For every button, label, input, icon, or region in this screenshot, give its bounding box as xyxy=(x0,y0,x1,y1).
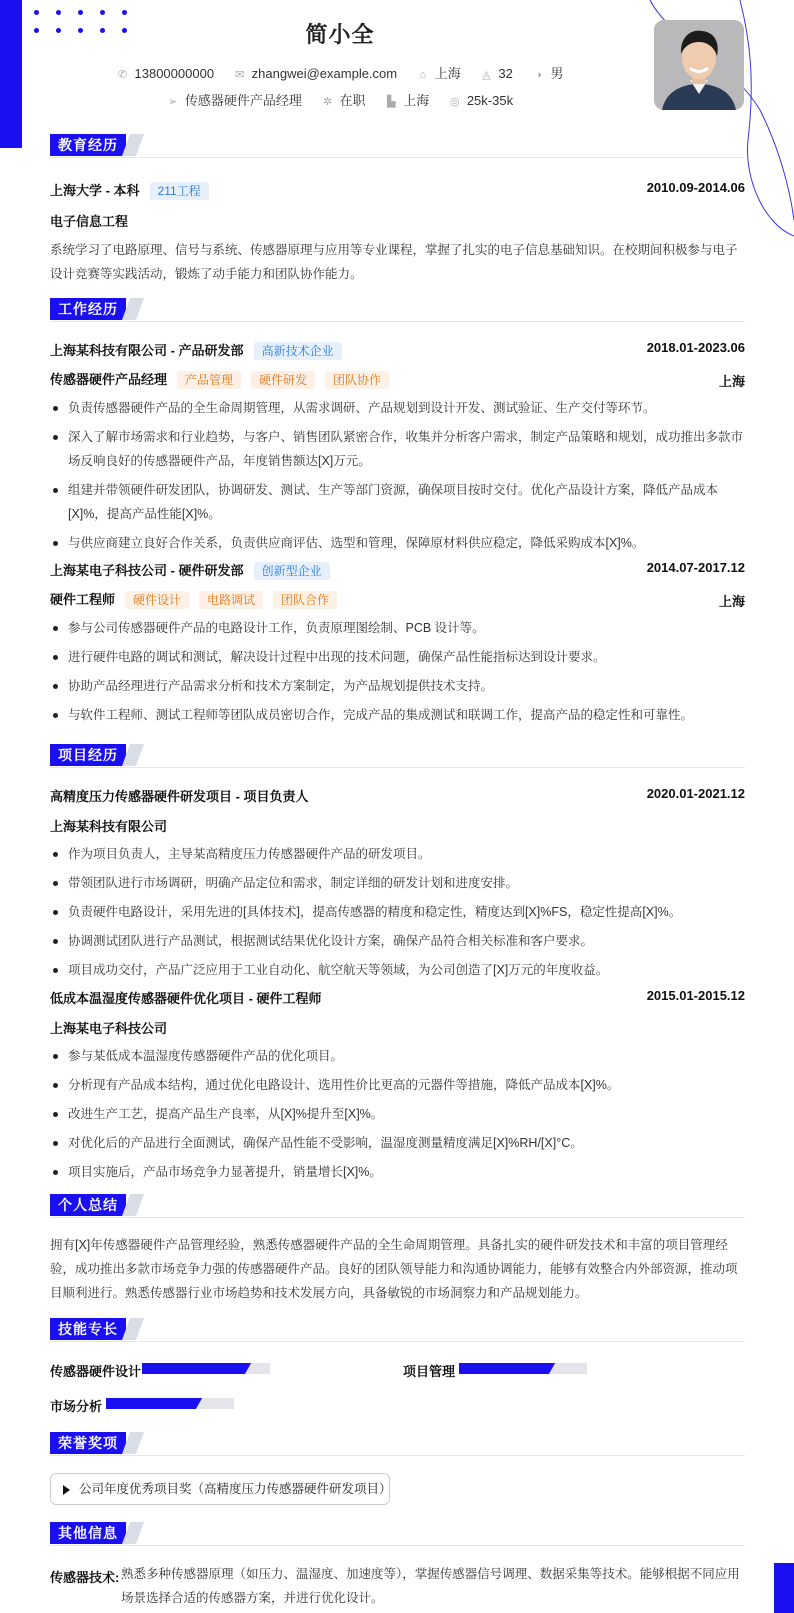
work-bullets xyxy=(50,616,745,732)
list-item: 协助产品经理进行产品需求分析和技术方案制定，为产品规划提供技术支持。 xyxy=(50,674,745,698)
project-title: 低成本温湿度传感器硬件优化项目 - 硬件工程师 xyxy=(50,991,322,1006)
list-item: 参与公司传感器硬件产品的电路设计工作，负责原理图绘制、PCB 设计等。 xyxy=(50,616,745,640)
section-title: 其他信息 xyxy=(50,1522,126,1544)
skill-tag: 产品管理 xyxy=(177,371,241,389)
divider xyxy=(50,1455,745,1456)
candidate-name: 简小全 xyxy=(305,22,375,47)
section-awards xyxy=(50,1432,745,1454)
home-icon: ⌂ xyxy=(419,69,427,81)
other-label: 传感器技术: xyxy=(50,1570,120,1585)
education-school: 上海大学 - 本科 211工程 xyxy=(50,180,209,200)
education-period: 2010.09-2014.06 xyxy=(646,180,745,195)
list-item: 进行硬件电路的调试和测试，解决设计过程中出现的技术问题，确保产品性能指标达到设计要求。 xyxy=(50,645,745,669)
list-item: 组建并带领硬件研发团队，协调研发、测试、生产等部门资源，确保项目按时交付。优化产品设计方案，降低产品成本[X]%，提高产品性能[X]%。 xyxy=(50,478,745,526)
skill-level-bar xyxy=(459,1363,587,1374)
divider xyxy=(50,321,745,322)
intent-salary: ◎ 25k-35k xyxy=(450,93,514,108)
skill-level-fill xyxy=(142,1363,242,1374)
section-title: 工作经历 xyxy=(50,298,126,320)
contact-email: ✉ zhangwei@example.com xyxy=(235,66,398,81)
skill-tag: 团队合作 xyxy=(273,591,337,609)
list-item: 协调测试团队进行产品测试，根据测试结果优化设计方案，确保产品符合相关标准和客户要求。 xyxy=(50,929,745,953)
project-company: 上海某电子科技公司 xyxy=(50,1021,168,1036)
list-item: 项目实施后，产品市场竞争力显著提升，销量增长[X]%。 xyxy=(50,1160,745,1184)
list-item: 负责传感器硬件产品的全生命周期管理，从需求调研、产品规划到设计开发、测试验证、生产交付等环节。 xyxy=(50,396,745,420)
skill-tag: 硬件设计 xyxy=(125,591,189,609)
work-city: 上海 xyxy=(718,374,745,389)
skill-tag: 电路调试 xyxy=(199,591,263,609)
list-item: 改进生产工艺，提高产品生产良率，从[X]%提升至[X]%。 xyxy=(50,1102,745,1126)
section-skills xyxy=(50,1318,745,1340)
summary-text: 拥有[X]年传感器硬件产品管理经验，熟悉传感器硬件产品的全生命周期管理。具备扎实的硬件研发技术和丰富的项目管理经验，成功推出多款市场竞争力强的传感器硬件产品。良好的团队领导能力和沟通协调能力，能够有效整合内外部资源，推动项目顺利进行。熟悉传感器行业市场趋势和技术发展方向，具备敏锐的市场洞察力和产品规划能力。 xyxy=(50,1238,738,1300)
other-text: 熟悉多种传感器原理（如压力、温湿度、加速度等），掌握传感器信号调理、数据采集等技术。能够根据不同应用场景选择合适的传感器方案，并进行优化设计。 xyxy=(121,1567,740,1605)
contact-info xyxy=(0,63,680,82)
skill-level-bar xyxy=(142,1363,270,1374)
phone-icon: ✆ xyxy=(117,69,128,81)
section-work xyxy=(50,298,745,320)
status-icon: ✲ xyxy=(322,96,333,108)
skill-level-fill xyxy=(106,1398,193,1409)
job-intent xyxy=(0,90,680,109)
section-title: 技能专长 xyxy=(50,1318,126,1340)
skill-tag: 硬件研发 xyxy=(251,371,315,389)
work-company: 上海某科技有限公司 - 产品研发部 高新技术企业 xyxy=(50,340,342,360)
intent-position: ➢ 传感器硬件产品经理 xyxy=(168,93,302,108)
list-item: 与供应商建立良好合作关系，负责供应商评估、选型和管理，保障原材料供应稳定，降低采购成本[X]%。 xyxy=(50,531,745,555)
intent-city: ▙ 上海 xyxy=(386,93,430,108)
section-title: 教育经历 xyxy=(50,134,126,156)
project-bullets xyxy=(50,842,745,987)
work-period: 2018.01-2023.06 xyxy=(646,340,745,355)
list-item: 带领团队进行市场调研，明确产品定位和需求，制定详细的研发计划和进度安排。 xyxy=(50,871,745,895)
work-company: 上海某电子科技公司 - 硬件研发部 创新型企业 xyxy=(50,560,330,580)
list-item: 深入了解市场需求和行业趋势，与客户、销售团队紧密合作，收集并分析客户需求，制定产品策略和规划，成功推出多款市场反响良好的传感器硬件产品，年度销售额达[X]万元。 xyxy=(50,425,745,473)
list-item: 参与某低成本温湿度传感器硬件产品的优化项目。 xyxy=(50,1044,745,1068)
project-title: 高精度压力传感器硬件研发项目 - 项目负责人 xyxy=(50,789,309,804)
section-title: 个人总结 xyxy=(50,1194,126,1216)
skill-name: 传感器硬件设计 xyxy=(50,1364,142,1379)
list-item: 负责硬件电路设计，采用先进的[具体技术]，提高传感器的精度和稳定性，精度达到[X]%FS，稳定性提高[X]%。 xyxy=(50,900,745,924)
divider xyxy=(50,767,745,768)
list-item: 对优化后的产品进行全面测试，确保产品性能不受影响，温湿度测量精度满足[X]%RH/[X]°C。 xyxy=(50,1131,745,1155)
intent-status: ✲ 在职 xyxy=(322,93,366,108)
gender-icon: ◑ xyxy=(535,69,542,81)
school-tag: 211工程 xyxy=(150,182,209,200)
list-item: 项目成功交付，产品广泛应用于工业自动化、航空航天等领域，为公司创造了[X]万元的年度收益。 xyxy=(50,958,745,982)
section-title: 荣誉奖项 xyxy=(50,1432,126,1454)
skill-tag: 团队协作 xyxy=(325,371,389,389)
divider xyxy=(50,1341,745,1342)
project-period: 2015.01-2015.12 xyxy=(646,988,745,1003)
salary-icon: ◎ xyxy=(450,96,460,108)
age-icon: ◬ xyxy=(482,69,491,81)
list-item: 与软件工程师、测试工程师等团队成员密切合作，完成产品的集成测试和联调工作，提高产品的稳定性和可靠性。 xyxy=(50,703,745,727)
contact-age: ◬ 32 xyxy=(482,66,513,81)
mail-icon: ✉ xyxy=(235,69,245,81)
skill-level-fill xyxy=(459,1363,546,1374)
project-period: 2020.01-2021.12 xyxy=(646,786,745,801)
contact-phone: ✆ 13800000000 xyxy=(117,66,215,81)
award-item[interactable]: 公司年度优秀项目奖（高精度压力传感器硬件研发项目） xyxy=(50,1473,390,1505)
company-tag: 创新型企业 xyxy=(254,562,330,580)
section-education xyxy=(50,134,745,156)
section-other xyxy=(50,1522,745,1544)
work-role: 硬件工程师 硬件设计 电路调试 团队合作 xyxy=(50,589,337,609)
send-icon: ➢ xyxy=(168,96,178,108)
project-company: 上海某科技有限公司 xyxy=(50,819,168,834)
work-city: 上海 xyxy=(718,594,745,609)
skill-name: 项目管理 xyxy=(403,1364,456,1379)
divider xyxy=(50,157,745,158)
list-item: 作为项目负责人，主导某高精度压力传感器硬件产品的研发项目。 xyxy=(50,842,745,866)
skill-level-bar xyxy=(106,1398,234,1409)
divider xyxy=(50,1545,745,1546)
triangle-right-icon xyxy=(63,1485,70,1495)
section-projects xyxy=(50,744,745,766)
work-bullets xyxy=(50,396,745,560)
profile-photo xyxy=(654,20,744,110)
work-role: 传感器硬件产品经理 产品管理 硬件研发 团队协作 xyxy=(50,369,389,389)
building-icon: ▙ xyxy=(386,96,396,108)
skill-name: 市场分析 xyxy=(50,1399,103,1414)
divider xyxy=(50,1217,745,1218)
work-period: 2014.07-2017.12 xyxy=(646,560,745,575)
decorative-right-bar xyxy=(774,1563,794,1613)
education-major: 电子信息工程 xyxy=(50,214,129,229)
contact-location: ⌂ 上海 xyxy=(417,63,461,82)
section-summary xyxy=(50,1194,745,1216)
education-description: 系统学习了电路原理、信号与系统、传感器原理与应用等专业课程，掌握了扎实的电子信息基础知识。在校期间积极参与电子设计竞赛等实践活动，锻炼了动手能力和团队协作能力。 xyxy=(50,243,738,281)
section-title: 项目经历 xyxy=(50,744,126,766)
list-item: 分析现有产品成本结构，通过优化电路设计、选用性价比更高的元器件等措施，降低产品成本[X]%。 xyxy=(50,1073,745,1097)
project-bullets xyxy=(50,1044,745,1189)
company-tag: 高新技术企业 xyxy=(254,342,342,360)
contact-gender: ◑ 男 xyxy=(532,63,563,82)
